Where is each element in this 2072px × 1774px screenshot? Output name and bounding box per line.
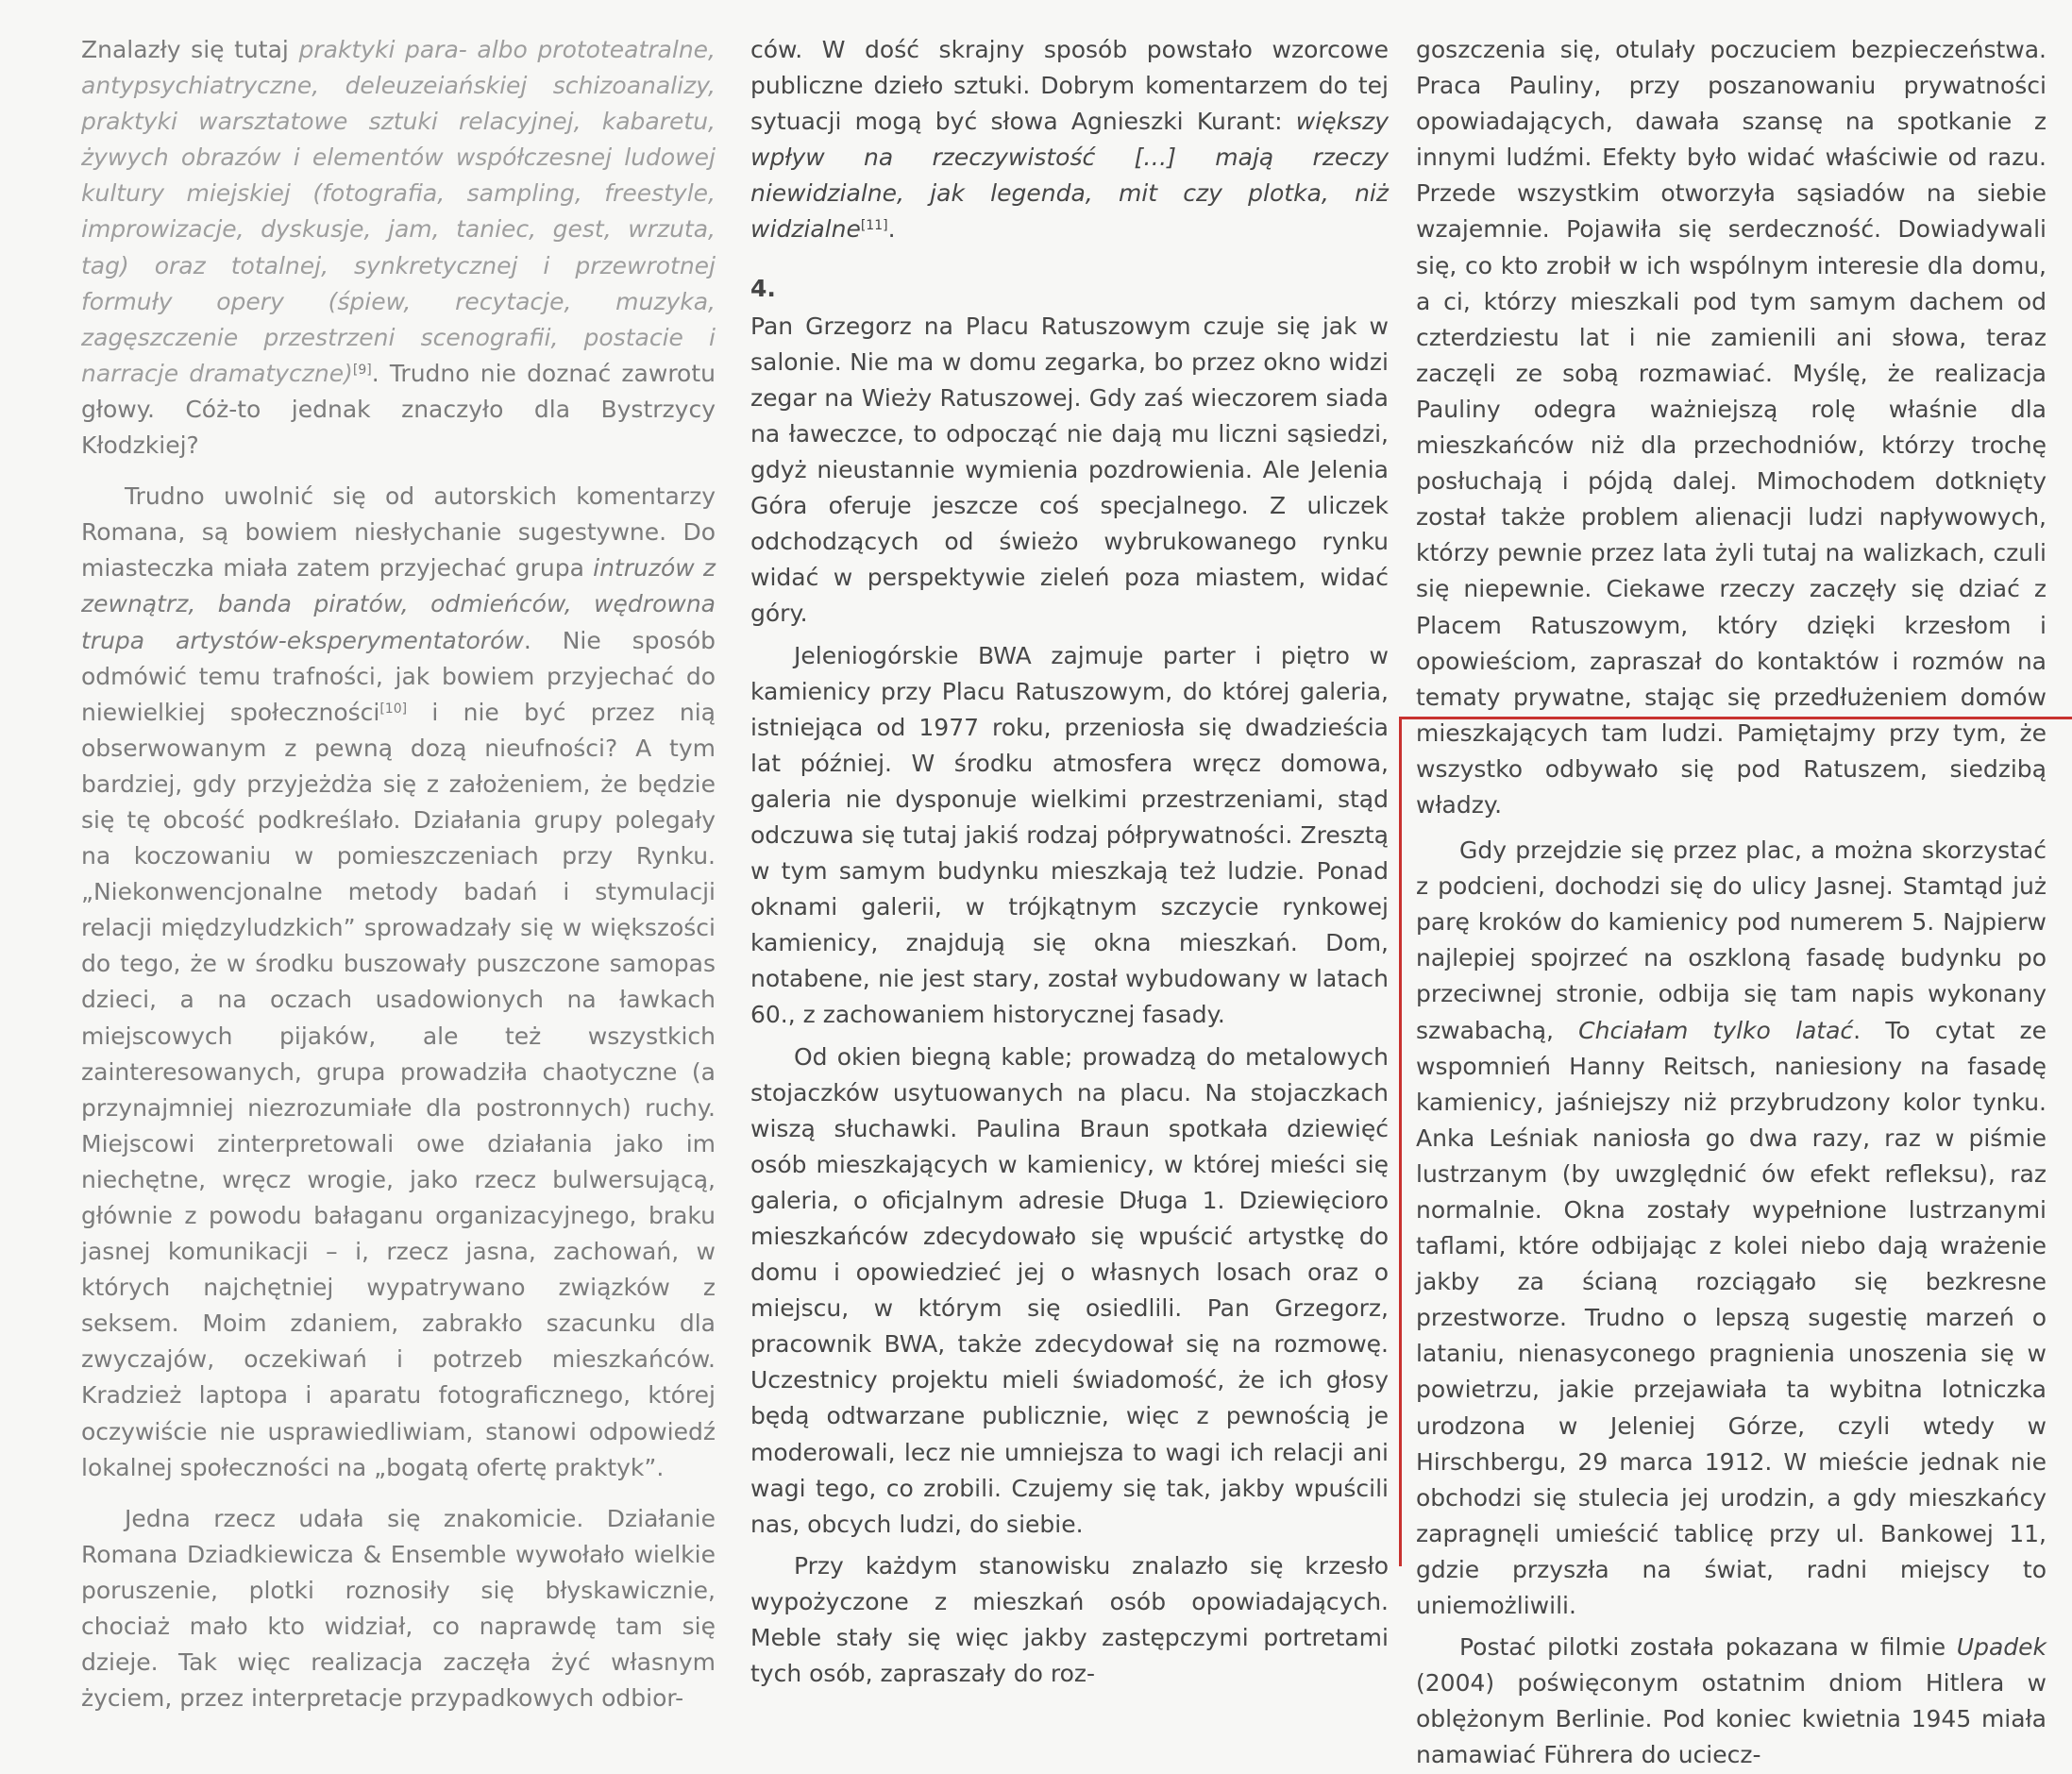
paragraph [81,479,716,1486]
italic-text: praktyki para- albo prototeatralne, antypsychiatryczne, deleuzeiańskiej schizoanalizy, praktyki warsztatowe sztuki relacyjnej, kabaretu, żywych obrazów i elementów współczesnej ludowej kultury miejskiej (fotografia, sampling, freestyle, improwizacje, dyskusje, jam, taniec, gest, wrzuta, tag) oraz totalnej, synkretycznej i przewrotnej formuły opery (śpiew, recytacje, muzyka, zagęszczenie przestrzeni scenografii, postacie i narracje dramatyczne) [81,36,716,387]
paragraph: Przy każdym stanowisku znalazło się krzesło wypożyczone z mieszkań osób opowiadających. Meble stały się więc jakby zastępczymi portretami tych osób, zapraszały do roz- [750,1551,1389,1688]
text: Trudno uwolnić się od autorskich komentarzy Romana, są bowiem niesłychanie sugestywne. Do miasteczka miała zatem przyjechać grupa [81,482,716,583]
paragraph: Pan Grzegorz na Placu Ratuszowym czuje się jak w salonie. Nie ma w domu zegarka, bo przez okno widzi zegar na Wieży Ratuszowej. Gdy zaś wieczorem siada na ławeczce, to odpocząć nie dają mu liczni sąsiedzi, gdyż nieustannie wymienia pozdrowienia. Ale Jelenia Góra oferuje jeszcze coś specjalnego. Z uliczek odchodzących od świeżo wybrukowanego rynku widać w perspektywie zieleń poza miastem, widać góry. [750,312,1389,628]
text: . [887,215,896,244]
paragraph: Od okien biegną kable; prowadzą do metalowych stojaczków usytuowanych na placu. Na stojaczkach wiszą słuchawki. Paulina Braun spotkała dziewięć osób mieszkających w kamienicy, w której mieści się galeria, o oficjalnym adresie Długa 1. Dziewięcioro mieszkańców zdecydowało się wpuścić artystkę do domu i opowiedzieć jej o własnych losach oraz o miejscu, w którym się osiedlili. Pan Grzegorz, pracownik BWA, także zdecydował się na rozmowę. Uczestnicy projektu mieli świadomość, że ich głosy będą odtwarzane publicznie, więc z pewnością je moderowali, lecz nie umniejsza to wagi ich relacji ani wagi tego, co zrobili. Czujemy się tak, jakby wpuścili nas, obcych ludzi, do siebie. [750,1042,1389,1538]
footnote-ref: [9] [352,362,372,378]
italic-quote: większy wpływ na rzeczywistość […] mają rzeczy niewidzialne, jak legenda, mit czy plotka, niż widzialne [750,108,1389,244]
footnote-ref: [11] [860,218,888,234]
column-middle [750,32,1389,1692]
text: i nie być przez nią obserwowanym z pewną dozą nieufności? A tym bardziej, gdy przyjeżdża się z założeniem, że będzie się tę obcość podkreślało. Działania grupy polegały na koczowaniu w pomieszczeniach przy Rynku. „Niekonwencjonalne metody badań i stymulacji relacji międzyludzkich” sprowadzały się w większości do tego, że w środku buszowały puszczone samopas dzieci, a na oczach usadowionych na ławkach miejscowych pijaków, ale też wszystkich zainteresowanych, grupa prowadziła chaotyczne (a przynajmniej niezrozumiałe dla postronnych) ruchy. Miejscowi zinterpretowali owe działania jako im niechętne, wręcz wrogie, jako rzecz bulwersującą, głównie z powodu bałaganu organizacyjnego, braku jasnej komunikacji – i, rzecz jasna, zachowań, w których najchętniej wypatrywano związków z seksem. Moim zdaniem, zabrakło szacunku dla zwyczajów, oczekiwań i potrzeb mieszkańców. Kradzież laptopa i aparatu fotograficznego, której oczywiście nie usprawiedliwiam, stanowi odpowiedź lokalnej społeczności na „bogatą ofertę praktyk”. [81,698,716,1481]
text: . Trudno nie doznać zawrotu głowy. Cóż-to jednak znaczyło dla Bystrzycy Kłodzkiej? [81,359,716,460]
text: . Nie sposób odmówić temu trafności, jak bowiem przyjechać do niewielkiej społeczności [81,626,716,726]
text: Gdy przejdzie się przez plac, a można skorzystać z podcieni, dochodzi się do ulicy Jasnej. Stamtąd już parę kroków do kamienicy pod numerem 5. Najpierw najlepiej spojrzeć na oszkloną fasadę budynku po przeciwnej stronie, odbija się tam napis wykonany szwabachą, [1416,836,2047,1044]
paragraph: Jeleniogórskie BWA zajmuje parter i piętro w kamienicy przy Placu Ratuszowym, do której galeria, istniejąca od 1977 roku, przeniosła się dwadzieścia lat później. W środku atmosfera wręcz domowa, galeria nie dysponuje wielkimi przestrzeniami, stąd odczuwa się tutaj jakiś rodzaj półprywatności. Zresztą w tym samym budynku mieszkają też ludzie. Ponad oknami galerii, w trójkątnym szczycie rynkowej kamienicy, znajdują się okna mieszkań. Dom, notabene, nie jest stary, został wybudowany w latach 60., z zachowaniem historycznej fasady. [750,641,1389,1029]
footnote-ref: [10] [379,701,408,717]
text: ców. W dość skrajny sposób powstało wzorcowe publiczne dzieło sztuki. Dobrym komentarzem do tej sytuacji mogą być słowa Agnieszki Kurant: [750,36,1389,136]
paragraph [81,32,716,464]
section-heading: 4. [750,274,776,302]
paragraph: Jedna rzecz udała się znakomicie. Działanie Romana Dziadkiewicza & Ensemble wywołało wielkie poruszenie, plotki roznosiły się błyskawicznie, chociaż mało kto widział, co naprawdę tam się dzieje. Tak więc realizacja zaczęła żyć własnym życiem, przez interpretacje przypadkowych odbior- [81,1504,716,1713]
text: . To cytat ze wspomnień Hanny Reitsch, naniesiony na fasadę kamienicy, jaśniejszy niż przybrudzony kolor tynku. Anka Leśniak naniosła go dwa razy, raz w piśmie lustrzanym (by uwzględnić ów efekt refleksu), raz normalnie. Okna zostały wypełnione lustrzanymi taflami, które odbijając z kolei niebo dają wrażenie jakby za ścianą rozciągało się bezkresne przestworze. Trudno o lepszą sugestię marzeń o lataniu, nienasyconego pragnienia unoszenia się w powietrzu, jakie przejawiała ta wybitna lotniczka urodzona w Jeleniej Górze, czyli wtedy w Hirschbergu, 29 marca 1912. W mieście jednak nie obchodzi się stulecia jej urodzin, a gdy mieszkańcy zapragnęli umieścić tablicę przy ul. Bankowej 11, gdzie przyszła na świat, radni miejscy to uniemożliwili. [1416,1016,2047,1620]
paragraph [750,32,1389,248]
paragraph [1416,1630,2047,1773]
text: Znalazły się tutaj [81,36,299,63]
italic-title: Chciałam tylko latać [1578,1016,1854,1044]
column-left [81,32,716,1716]
text: (2004) poświęconym ostatnim dniom Hitlera w oblężonym Berlinie. Pod koniec kwietnia 1945 miała namawiać Führera do uciecz- [1416,1669,2047,1769]
column-right [1416,32,2047,1774]
italic-text: intruzów z zewnątrz, banda piratów, odmieńców, wędrowna trupa artystów-eksperymentatorów [81,554,716,654]
text: Postać pilotki została pokazana w filmie [1459,1633,1957,1662]
paragraph [1416,833,2047,1624]
italic-title: Upadek [1956,1633,2047,1662]
paragraph: goszczenia się, otulały poczuciem bezpieczeństwa. Praca Pauliny, przy poszanowaniu prywatności opowiadających, dawała szansę na spotkanie z innymi ludźmi. Efekty było widać właściwie od razu. Przede wszystkim otworzyła sąsiadów na siebie wzajemnie. Pojawiła się serdeczność. Dowiadywali się, co kto zrobił w ich wspólnym interesie dla domu, a ci, którzy mieszkali pod tym samym dachem od czterdziestu lat i nie zamienili ani słowa, teraz zaczęli ze sobą rozmawiać. Myślę, że realizacja Pauliny odegra ważniejszą rolę właśnie dla mieszkańców niż dla przechodniów, którzy trochę posłuchają i pójdą dalej. Mimochodem dotknięty został także problem alienacji ludzi napływowych, którzy pewnie przez lata żyli tutaj na walizkach, czuli się niepewnie. Ciekawe rzeczy zaczęły się dziać z Placem Ratuszowym, który dzięki krzesłom i opowieściom, zapraszał do kontaktów i rozmów na tematy prywatne, stając się przedłużeniem domów mieszkających tam ludzi. Pamiętajmy przy tym, że wszystko odbywało się pod Ratuszem, siedzibą władzy. [1416,36,2047,819]
